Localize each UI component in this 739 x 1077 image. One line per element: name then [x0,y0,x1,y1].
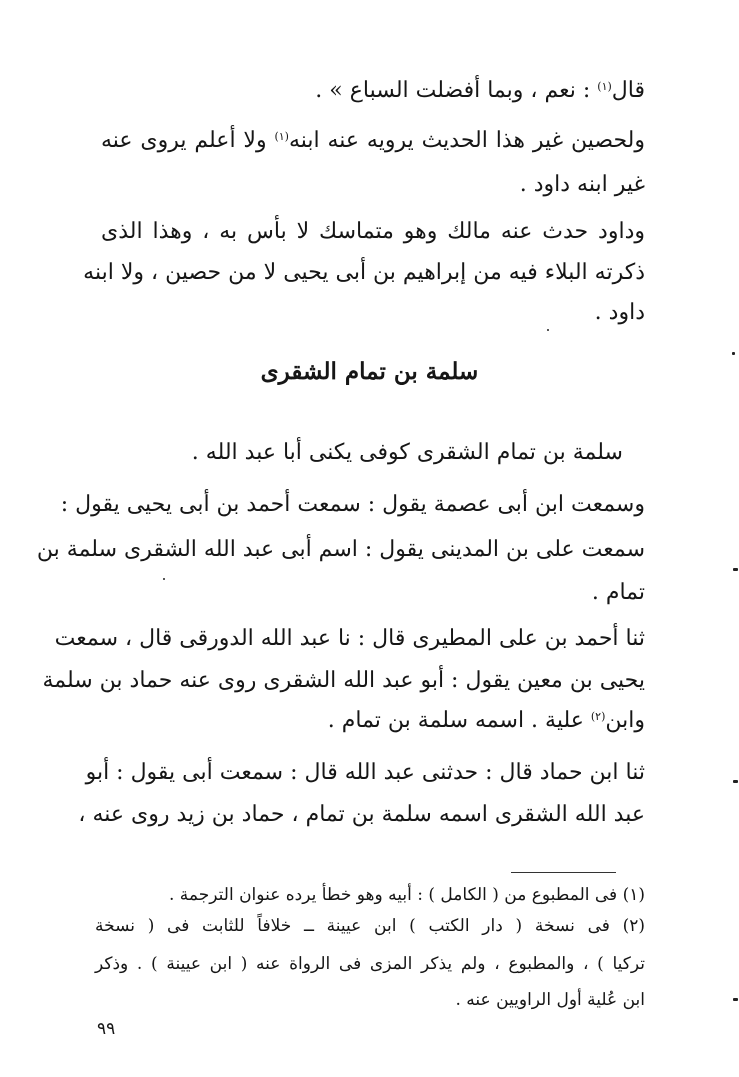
body-line: وسمعت ابن أبى عصمة يقول : سمعت أحمد بن أبى يحيى يقول : [60,492,645,517]
body-line: وداود حدث عنه مالك وهو متماسك لا بأس به ، وهذا الذى [101,219,645,244]
page-number: ٩٩ [97,1019,116,1039]
footnote-separator [511,872,616,873]
body-line: وابن$^{(٢)}$ علية . اسمه سلمة بن تمام . [327,708,645,733]
body-line: ثنا ابن حماد قال : حدثنى عبد الله قال : سمعت أبى يقول : أبو [85,760,645,785]
body-line: تمام . [591,580,645,605]
body-line: قال$^{(١)}$ : نعم ، وبما أفضلت السباع » . [315,78,645,103]
body-line: سلمة بن تمام الشقرى كوفى يكنى أبا عبد الله . [191,440,623,465]
scan-speck [733,998,738,1001]
body-line: ثنا أحمد بن على المطيرى قال : نا عبد الله الدورقى قال ، سمعت [54,626,645,651]
section-heading: سلمة بن تمام الشقرى [260,358,479,385]
footnote-line: (١) فى المطبوع من ( الكامل ) : أبيه وهو خطأ يرده عنوان الترجمة . [169,885,645,905]
footnote-ref: (٢) [590,710,606,723]
scan-speck [547,329,549,331]
footnote-line: (٢) فى نسخة ( دار الكتب ) ابن عيينة ــ خلافاً للثابت فى ( نسخة [95,916,645,936]
scan-speck [732,352,735,355]
body-line: يحيى بن معين يقول : أبو عبد الله الشقرى روى عنه حماد بن سلمة [42,668,645,693]
scan-speck [733,780,738,783]
footnote-line: ابن عُلية أول الراويين عنه . [455,990,645,1010]
scan-speck [163,578,165,580]
body-line: ولحصين غير هذا الحديث يرويه عنه ابنه$^{(١)}$ ولا أعلم يروى عنه [101,128,645,153]
body-line: داود . [594,300,645,325]
body-line: سمعت على بن المدينى يقول : اسم أبى عبد الله الشقرى سلمة بن [36,537,645,562]
body-line: غير ابنه داود . [519,172,645,197]
footnote-line: تركيا ) ، والمطبوع ، ولم يذكر المزى فى الرواة عنه ( ابن عيينة ) . وذكر [95,954,645,974]
body-line: ذكرته البلاء فيه من إبراهيم بن أبى يحيى لا من حصين ، ولا ابنه [83,260,645,285]
scan-speck [733,568,738,571]
footnote-ref: (١) [274,130,289,143]
body-line: عبد الله الشقرى اسمه سلمة بن تمام ، حماد بن زيد روى عنه ، [78,802,645,827]
footnote-ref: (١) [597,80,612,93]
